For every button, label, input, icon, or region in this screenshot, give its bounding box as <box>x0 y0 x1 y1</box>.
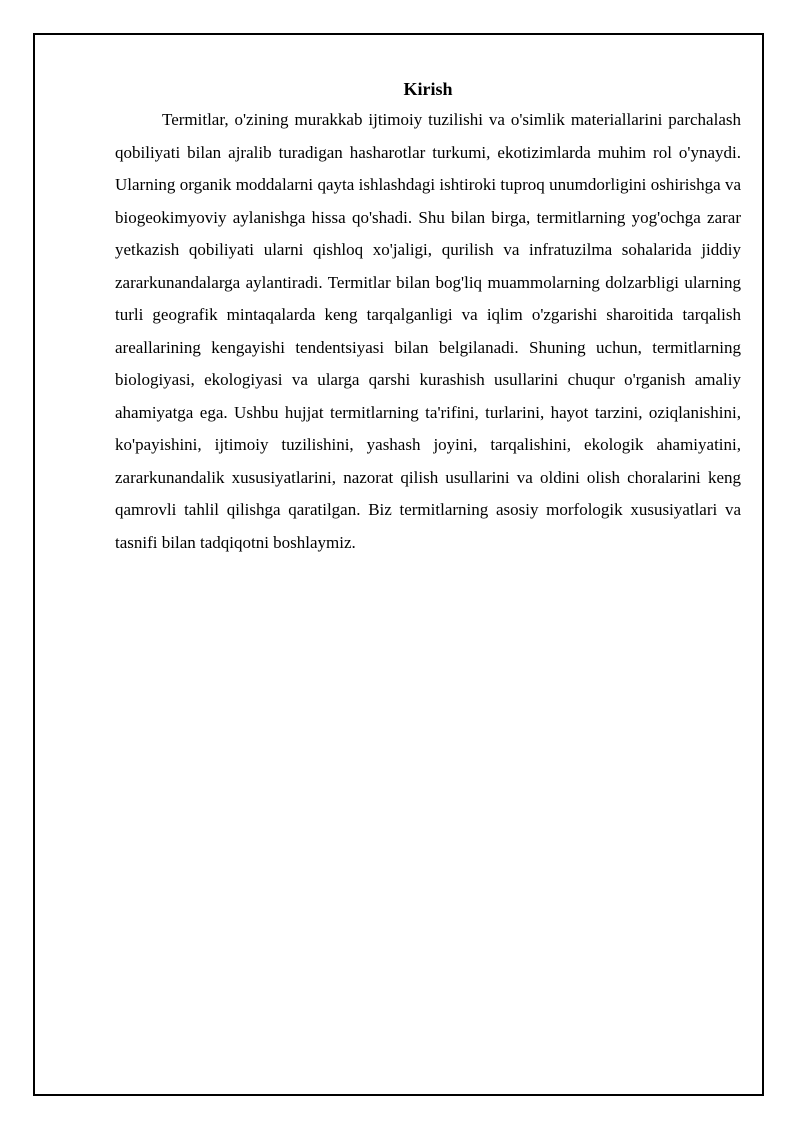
document-title: Kirish <box>403 79 453 99</box>
document-body <box>115 74 741 559</box>
intro-paragraph: Termitlar, o'zining murakkab ijtimoiy tuzilishi va o'simlik materiallarini parchalash qobiliyati bilan ajralib turadigan hasharotlar turkumi, ekotizimlarda muhim rol o'ynaydi. Ularning organik moddalarni qayta ishlashdagi ishtiroki tuproq unumdorligini oshirishga va biogeokimyoviy aylanishga hissa qo'shadi. Shu bilan birga, termitlarning yog'ochga zarar yetkazish qobiliyati ularni qishloq xo'jaligi, qurilish va infratuzilma sohalarida jiddiy zararkunandalarga aylantiradi. Termitlar bilan bog'liq muammolarning dolzarbligi ularning turli geografik mintaqalarda keng tarqalganligi va iqlim o'zgarishi sharoitida tarqalish areallarining kengayishi tendentsiyasi bilan belgilanadi. Shuning uchun, termitlarning biologiyasi, ekologiyasi va ularga qarshi kurashish usullarini chuqur o'rganish amaliy ahamiyatga ega. Ushbu hujjat termitlarning ta'rifini, turlarini, hayot tarzini, oziqlanishini, ko'payishini, ijtimoiy tuzilishini, yashash joyini, tarqalishini, ekologik ahamiyatini, zararkunandalik xususiyatlarini, nazorat qilish usullarini va oldini olish choralarini keng qamrovli tahlil qilishga qaratilgan. Biz termitlarning asosiy morfologik xususiyatlari va tasnifi bilan tadqiqotni boshlaymiz. <box>115 110 741 552</box>
